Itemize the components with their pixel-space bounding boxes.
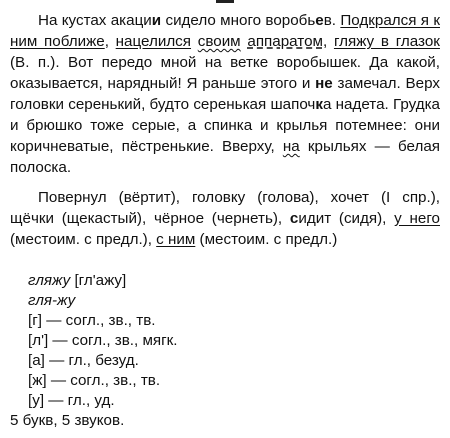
document-page [10,10,440,431]
text-run [191,33,198,50]
bold-letter: е [315,12,324,29]
dashed-underlined-word: аппаратом [247,33,323,50]
phonetic-analysis [10,271,440,431]
text-run: На кустах акаци [38,12,152,29]
page-edge-mark [216,0,234,3]
text-run: (местоим. с предл.) [195,231,338,248]
paragraph-text [10,10,440,178]
underlined-phrase: гляжу в глазок [333,33,440,50]
bold-letter: и [151,12,162,29]
syllable-split: гля-жу [28,292,76,309]
text-run: , [104,33,116,50]
sound-line: [г] — согл., зв., тв. [28,312,156,329]
text-run: (местоим. с предл.), [10,231,157,248]
underlined-subject-predicate: Подкрался я к ним поближе [10,12,440,50]
marked-preposition: на [282,138,300,155]
text-run: идит (сидя), [298,210,395,227]
sound-line: [у] — гл., уд. [28,392,115,409]
bold-word: не [315,75,333,92]
bold-letter: с [289,210,299,227]
text-run: Повернул (вёртит), головку (голова), хочет (I спр.), щёчки (щекастый), чёрное (чернеть), [10,189,440,227]
text-run: а надета. Грудка и брюшко тоже серые, а спинка и крылья потемнее: они коричневатые, пёстренькие. Вверху, [10,96,440,155]
transcription: [гл'ажу] [70,272,127,289]
sound-line: [ж] — согл., зв., тв. [28,372,161,389]
sound-line: [а] — гл., безуд. [28,352,139,369]
text-run: крыльях — белая полоска. [10,138,440,176]
underlined-phrase: с ним [156,231,196,248]
analysis-word: гляжу [28,272,71,289]
text-run: (В. п.). Вот передо мной на ветке воробышек. Да какой, оказывается, нарядный! Я раньше этого и [10,54,440,92]
analysis-word-line [28,271,440,291]
sound-line: [л'] — согл., зв., мягк. [28,332,178,349]
text-run: в. [323,12,341,29]
analysis-summary: 5 букв, 5 звуков. [10,412,125,429]
bold-letter: к [315,96,323,113]
paragraph-text [10,187,440,250]
text-run: замечал. Верх головки серенький, будто серенькая шапоч [10,75,440,113]
text-run: , [322,33,334,50]
underlined-phrase: у него [394,210,440,227]
text-run: сидело много воробь [161,12,316,29]
underlined-predicate: нацелился [115,33,192,50]
wavy-underlined-word: своим [197,33,241,50]
